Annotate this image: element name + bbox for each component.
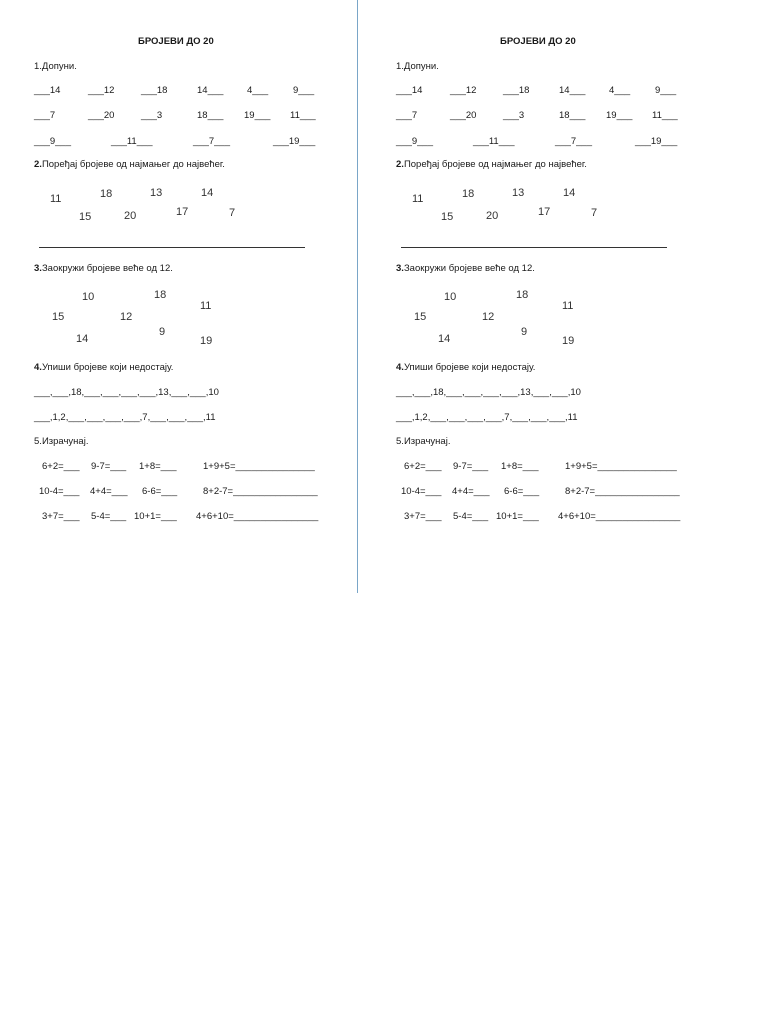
task1-cell: 11___ — [652, 110, 678, 121]
task4-heading — [34, 362, 173, 374]
task1-cell: ___14 — [396, 85, 423, 96]
task3-number-item: 14 — [76, 333, 89, 345]
task3-number-item: 10 — [82, 291, 95, 303]
task2-number-item: 7 — [591, 207, 598, 219]
task2-number-item: 20 — [486, 210, 499, 222]
task5-expression: 10-4=___ — [39, 486, 80, 497]
task3-label: Заокружи бројеве веће од 12. — [41, 263, 173, 274]
task1-cell: ___12 — [450, 85, 477, 96]
task5-label: Израчунај. — [403, 436, 451, 447]
task4-sequence: ___,___,18,___,___,___,___,13,___,___,10 — [34, 387, 219, 398]
task2-label: Поређај бројеве од најмањег до највећег. — [41, 159, 225, 170]
task5-label: Израчунај. — [41, 436, 89, 447]
task5-expression: 1+8=___ — [501, 461, 539, 472]
task5-expression: 5-4=___ — [91, 511, 127, 522]
task1-cell: ___9___ — [34, 136, 71, 147]
task1-heading — [396, 61, 439, 73]
task3-number: 3. — [34, 263, 42, 274]
task1-cell: ___19___ — [635, 136, 678, 147]
task5-expression: 6-6=___ — [142, 486, 178, 497]
task1-cell: 4___ — [609, 85, 631, 96]
task1-cell: ___18 — [141, 85, 168, 96]
task2-number-item: 11 — [50, 193, 62, 205]
task2-number-item: 7 — [229, 207, 236, 219]
task5-expression: 9-7=___ — [91, 461, 127, 472]
task1-cell: ___18 — [503, 85, 530, 96]
task3-heading — [396, 263, 535, 275]
task3-number-item: 12 — [482, 311, 495, 323]
task5-expression: 4+6+10=________________ — [196, 511, 319, 522]
worksheet-left — [0, 0, 340, 593]
task2-number-item: 20 — [124, 210, 137, 222]
task1-cell: 19___ — [244, 110, 271, 121]
task5-expression: 4+4=___ — [452, 486, 490, 497]
task2-number-item: 15 — [79, 211, 92, 223]
task2-number-item: 18 — [100, 188, 113, 200]
task1-cell: ___7___ — [193, 136, 230, 147]
task5-expression: 9-7=___ — [453, 461, 489, 472]
task4-label: Упиши бројеве који недостају. — [403, 362, 536, 373]
task2-number-item: 13 — [150, 187, 163, 199]
task1-cell: ___11___ — [473, 136, 515, 147]
task3-number-item: 18 — [516, 289, 529, 301]
task5-expression: 4+4=___ — [90, 486, 128, 497]
task1-cell: ___9___ — [396, 136, 433, 147]
task1-cell: 9___ — [293, 85, 315, 96]
task1-cell: 9___ — [655, 85, 677, 96]
task3-label: Заокружи бројеве веће од 12. — [403, 263, 535, 274]
task3-number-item: 11 — [562, 300, 574, 312]
task5-expression: 8+2-7=________________ — [565, 486, 680, 497]
task2-number-item: 13 — [512, 187, 525, 199]
task1-cell: 18___ — [197, 110, 224, 121]
task5-expression: 8+2-7=________________ — [203, 486, 318, 497]
task3-number: 3. — [396, 263, 404, 274]
task4-heading — [396, 362, 535, 374]
task4-label: Упиши бројеве који недостају. — [41, 362, 174, 373]
task1-cell: ___12 — [88, 85, 115, 96]
task1-cell: ___11___ — [111, 136, 153, 147]
task1-cell: ___7___ — [555, 136, 592, 147]
task3-number-item: 19 — [200, 335, 213, 347]
task5-expression: 1+9+5=_______________ — [565, 461, 677, 472]
task2-number-item: 18 — [462, 188, 475, 200]
task3-number-item: 18 — [154, 289, 167, 301]
task3-heading — [34, 263, 173, 275]
task2-number-item: 17 — [176, 206, 189, 218]
task2-heading — [396, 159, 587, 171]
task3-number-item: 9 — [521, 326, 528, 338]
task5-expression: 1+8=___ — [139, 461, 177, 472]
task5-number: 5. — [396, 436, 404, 447]
task5-expression: 4+6+10=________________ — [558, 511, 681, 522]
task3-number-item: 10 — [444, 291, 457, 303]
task3-number-item: 9 — [159, 326, 166, 338]
task5-heading — [396, 436, 450, 448]
task2-number: 2. — [396, 159, 404, 170]
task5-expression: 6+2=___ — [42, 461, 80, 472]
task1-label: .Допуни. — [401, 61, 439, 72]
task1-cell: ___7 — [396, 110, 418, 121]
task4-sequence: ___,1,2,___,___,___,___,7,___,___,___,11 — [34, 412, 216, 423]
task1-cell: 11___ — [290, 110, 316, 121]
answer-line — [39, 247, 305, 248]
task2-number-item: 11 — [412, 193, 424, 205]
task5-expression: 6+2=___ — [404, 461, 442, 472]
task5-expression: 10-4=___ — [401, 486, 442, 497]
task4-sequence: ___,1,2,___,___,___,___,7,___,___,___,11 — [396, 412, 578, 423]
task1-label: .Допуни. — [39, 61, 77, 72]
task2-number-item: 14 — [563, 187, 576, 199]
task1-cell: ___3 — [141, 110, 163, 121]
task1-cell: 14___ — [559, 85, 586, 96]
task2-number-item: 17 — [538, 206, 551, 218]
task3-number-item: 15 — [52, 311, 65, 323]
task3-number-item: 19 — [562, 335, 575, 347]
task1-cell: 4___ — [247, 85, 269, 96]
task5-expression: 6-6=___ — [504, 486, 540, 497]
task1-heading — [34, 61, 77, 73]
task4-sequence: ___,___,18,___,___,___,___,13,___,___,10 — [396, 387, 581, 398]
task3-number-item: 15 — [414, 311, 427, 323]
task3-number-item: 12 — [120, 311, 133, 323]
task1-cell: 18___ — [559, 110, 586, 121]
task5-expression: 5-4=___ — [453, 511, 489, 522]
task1-cell: ___3 — [503, 110, 525, 121]
worksheet-title: БРОЈЕВИ ДО 20 — [138, 36, 214, 47]
task5-expression: 3+7=___ — [42, 511, 80, 522]
task1-cell: ___14 — [34, 85, 61, 96]
task1-cell: 14___ — [197, 85, 224, 96]
task5-expression: 10+1=___ — [134, 511, 177, 522]
worksheet-title: БРОЈЕВИ ДО 20 — [500, 36, 576, 47]
task1-cell: ___19___ — [273, 136, 316, 147]
page-divider — [357, 0, 358, 593]
task1-cell: ___20 — [88, 110, 115, 121]
task2-number-item: 14 — [201, 187, 214, 199]
task5-expression: 3+7=___ — [404, 511, 442, 522]
task5-number: 5. — [34, 436, 42, 447]
task1-number: 1 — [396, 61, 402, 72]
task1-cell: ___7 — [34, 110, 56, 121]
task2-number: 2. — [34, 159, 42, 170]
task5-expression: 10+1=___ — [496, 511, 539, 522]
task2-label: Поређај бројеве од најмањег до највећег. — [403, 159, 587, 170]
task1-number: 1 — [34, 61, 40, 72]
task3-number-item: 11 — [200, 300, 212, 312]
task1-cell: ___20 — [450, 110, 477, 121]
task3-number-item: 14 — [438, 333, 451, 345]
task2-heading — [34, 159, 225, 171]
task2-number-item: 15 — [441, 211, 454, 223]
task5-heading — [34, 436, 88, 448]
task1-cell: 19___ — [606, 110, 633, 121]
task4-number: 4. — [396, 362, 404, 373]
task4-number: 4. — [34, 362, 42, 373]
worksheet-right — [362, 0, 702, 593]
answer-line — [401, 247, 667, 248]
task5-expression: 1+9+5=_______________ — [203, 461, 315, 472]
